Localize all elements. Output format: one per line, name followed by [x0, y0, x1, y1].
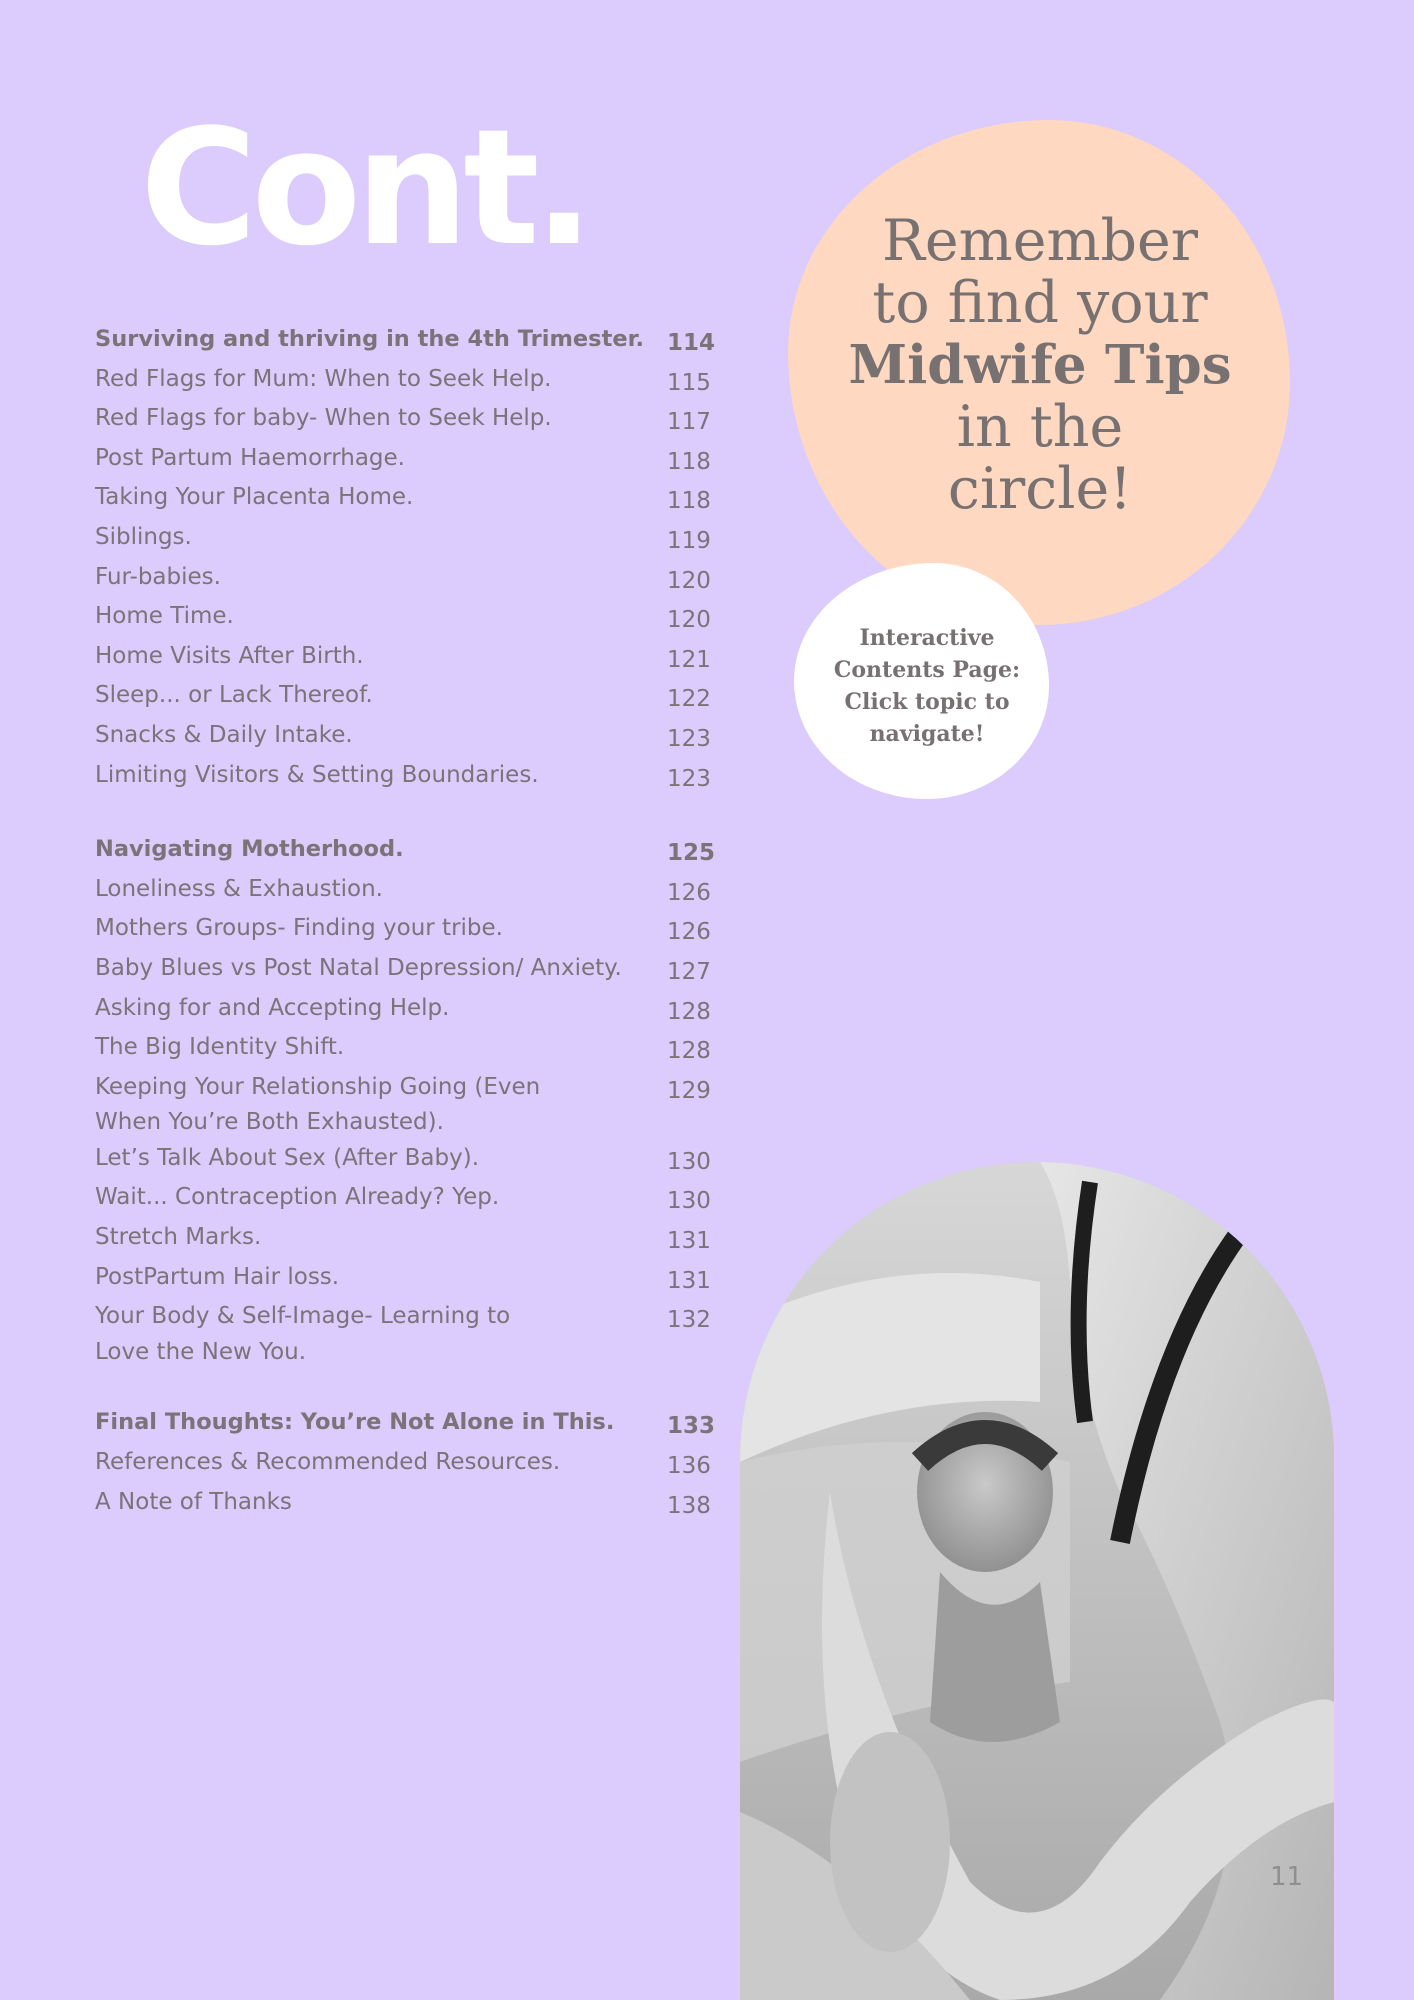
toc-entry-line: Taking Your Placenta Home. [95, 484, 414, 511]
toc-entry-title [95, 1260, 667, 1296]
toc-page-number: 132 [667, 1307, 711, 1334]
toc-section-heading-link[interactable] [95, 1405, 715, 1445]
toc-entry-link[interactable] [95, 991, 715, 1031]
toc-entry-link[interactable] [95, 441, 715, 481]
toc-entry-line: Wait... Contraception Already? Yep. [95, 1184, 500, 1211]
toc-page-number: 138 [667, 1492, 711, 1519]
toc-entry-link[interactable] [95, 520, 715, 560]
info-line: Contents Page: [833, 657, 1021, 683]
toc-entry-link[interactable] [95, 1180, 715, 1220]
toc-entry-line: Stretch Marks. [95, 1224, 262, 1251]
toc-section-title: Navigating Motherhood. [95, 836, 404, 863]
toc-page-number: 130 [667, 1188, 711, 1215]
toc-entry-line: Home Visits After Birth. [95, 642, 364, 669]
toc-page-number: 129 [667, 1077, 711, 1104]
page-number: 11 [1270, 1862, 1304, 1892]
toc-page-number: 118 [667, 448, 711, 475]
toc-page-number: 120 [667, 567, 711, 594]
toc-entry-title [95, 480, 667, 516]
toc-entry-link[interactable] [95, 872, 715, 912]
toc-entry-title [95, 362, 667, 398]
toc-section-title: Surviving and thriving in the 4th Trimester. [95, 326, 645, 352]
toc-entry-line: Siblings. [95, 523, 192, 550]
toc-entry-line: References & Recommended Resources. [95, 1449, 561, 1476]
toc-entry-title [95, 872, 667, 908]
toc-page-number: 136 [667, 1453, 711, 1480]
toc-page-number: 128 [667, 1038, 711, 1065]
toc-entry-title [95, 441, 667, 477]
toc-entry-line: Loneliness & Exhaustion. [95, 875, 383, 902]
toc-section-heading-link[interactable] [95, 322, 715, 362]
toc-entry-title [95, 951, 667, 987]
table-of-contents [95, 322, 715, 1559]
toc-entry-line: Love the New You. [95, 1338, 307, 1365]
toc-section [95, 1405, 715, 1524]
toc-entry-line: When You’re Both Exhausted). [95, 1109, 444, 1136]
page-heading: Cont. [140, 94, 589, 281]
toc-entry-link[interactable] [95, 951, 715, 991]
toc-entry-line: Your Body & Self-Image- Learning to [95, 1303, 511, 1330]
tip-line-emphasis: Midwife Tips [848, 334, 1232, 396]
toc-entry-title [95, 718, 667, 754]
toc-page-number: 115 [667, 369, 711, 396]
mother-holding-newborn-photo-icon [740, 1162, 1334, 2000]
toc-section [95, 322, 715, 797]
toc-entry-link[interactable] [95, 678, 715, 718]
tip-line: to find your [872, 270, 1208, 336]
toc-page-number: 119 [667, 527, 711, 554]
toc-page-number: 118 [667, 488, 711, 515]
midwife-tips-text [820, 210, 1260, 520]
toc-entry-link[interactable] [95, 401, 715, 441]
toc-entry-line: Red Flags for Mum: When to Seek Help. [95, 365, 552, 392]
toc-entry-line: Fur-babies. [95, 563, 221, 590]
toc-entry-line: Limiting Visitors & Setting Boundaries. [95, 761, 539, 788]
tip-line: Remember [882, 208, 1198, 274]
toc-entry-line: PostPartum Hair loss. [95, 1263, 340, 1290]
toc-entry-link[interactable] [95, 362, 715, 402]
interactive-info-text [812, 622, 1042, 750]
toc-entry-line: Asking for and Accepting Help. [95, 994, 450, 1021]
toc-entry-title [95, 678, 667, 714]
toc-entry-title [95, 639, 667, 675]
toc-entry-title [95, 758, 667, 794]
toc-entry-line: Baby Blues vs Post Natal Depression/ Anxiety. [95, 954, 622, 981]
toc-page-number: 128 [667, 998, 711, 1025]
toc-entry-line: The Big Identity Shift. [95, 1034, 345, 1061]
toc-entry-link[interactable] [95, 1220, 715, 1260]
toc-entry-link[interactable] [95, 911, 715, 951]
toc-page-number: 117 [667, 409, 711, 436]
toc-entry-line: Keeping Your Relationship Going (Even [95, 1073, 541, 1100]
toc-page-number: 121 [667, 646, 711, 673]
toc-entry-title [95, 1141, 667, 1177]
toc-entry-link[interactable] [95, 1299, 715, 1370]
toc-page-number: 126 [667, 879, 711, 906]
toc-page-number: 114 [667, 330, 716, 356]
toc-page-number: 131 [667, 1267, 711, 1294]
info-line: navigate! [869, 721, 985, 747]
toc-entry-title [95, 1485, 667, 1521]
toc-entry-title [95, 401, 667, 437]
toc-entry-link[interactable] [95, 560, 715, 600]
toc-page-number: 120 [667, 607, 711, 634]
toc-page-number: 133 [667, 1413, 716, 1440]
toc-entry-title [95, 599, 667, 635]
toc-entry-title [95, 991, 667, 1027]
toc-entry-link[interactable] [95, 1260, 715, 1300]
toc-entry-title [95, 1220, 667, 1256]
toc-entry-link[interactable] [95, 1445, 715, 1485]
toc-entry-title [95, 560, 667, 596]
tip-line: in the [956, 394, 1124, 460]
toc-section-title: Final Thoughts: You’re Not Alone in This. [95, 1409, 615, 1436]
info-line: Click topic to [844, 689, 1010, 715]
tip-line: circle! [947, 456, 1133, 522]
toc-page-number: 127 [667, 958, 711, 985]
toc-entry-link[interactable] [95, 718, 715, 758]
toc-entry-title [95, 520, 667, 556]
toc-entry-line: A Note of Thanks [95, 1488, 292, 1515]
toc-entry-title [95, 1180, 667, 1216]
toc-entry-title [95, 1445, 667, 1481]
toc-entry-link[interactable] [95, 599, 715, 639]
toc-entry-link[interactable] [95, 1070, 715, 1141]
toc-entry-link[interactable] [95, 758, 715, 798]
toc-entry-link[interactable] [95, 1485, 715, 1525]
toc-entry-line: Sleep... or Lack Thereof. [95, 682, 373, 709]
toc-section [95, 832, 715, 1370]
mother-newborn-photo [740, 1162, 1334, 2000]
toc-page-number: 123 [667, 725, 711, 752]
toc-entry-line: Mothers Groups- Finding your tribe. [95, 915, 503, 942]
toc-entry-title [95, 1299, 667, 1370]
toc-entry-title [95, 1030, 667, 1066]
toc-entry-link[interactable] [95, 1141, 715, 1181]
toc-page-number: 122 [667, 686, 711, 713]
toc-entry-line: Let’s Talk About Sex (After Baby). [95, 1144, 480, 1171]
info-line: Interactive [859, 625, 995, 651]
toc-entry-line: Snacks & Daily Intake. [95, 721, 353, 748]
toc-page-number: 126 [667, 919, 711, 946]
toc-entry-line: Home Time. [95, 603, 234, 630]
toc-entry-line: Post Partum Haemorrhage. [95, 444, 405, 471]
toc-page-number: 131 [667, 1228, 711, 1255]
toc-page-number: 125 [667, 840, 716, 867]
toc-section-heading-link[interactable] [95, 832, 715, 872]
toc-entry-title [95, 1070, 667, 1141]
toc-entry-link[interactable] [95, 1030, 715, 1070]
toc-entry-link[interactable] [95, 639, 715, 679]
toc-entry-link[interactable] [95, 480, 715, 520]
toc-page-number: 123 [667, 765, 711, 792]
toc-page-number: 130 [667, 1148, 711, 1175]
toc-entry-title [95, 911, 667, 947]
toc-entry-line: Red Flags for baby- When to Seek Help. [95, 405, 552, 432]
